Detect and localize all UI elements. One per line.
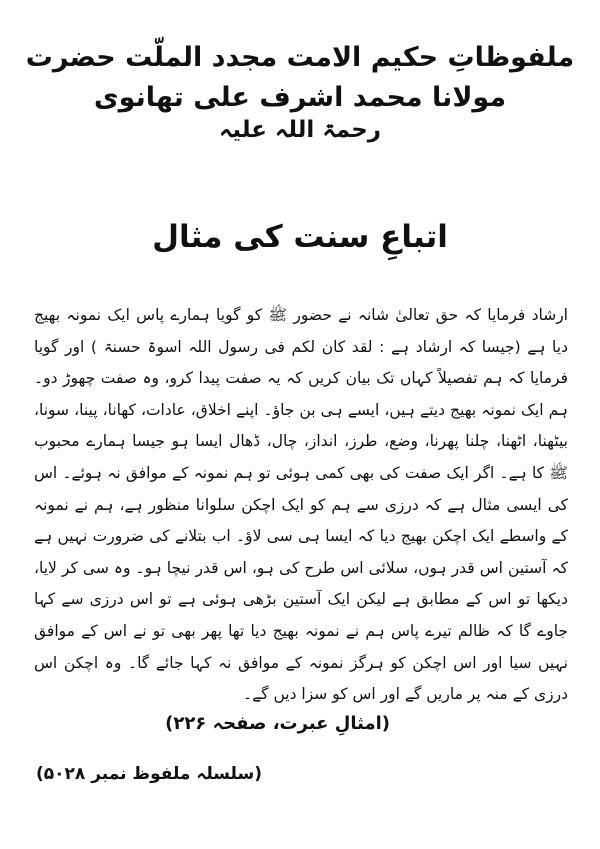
series-title: ملفوظاتِ حکیم الامت مجدد الملّت حضرت مولانا محمد اشرف علی تھانوی <box>25 42 575 113</box>
series-subtitle: رحمۃ اللہ علیہ <box>218 117 382 143</box>
series-number: (سلسلہ ملفوظ نمبر ۵۰۲۸) <box>36 764 262 784</box>
source-reference: (امثالِ عبرت، صفحہ ۲۲۶) <box>165 713 390 734</box>
body-paragraph: ارشاد فرمایا کہ حق تعالیٰ شانہ نے حضور ﷺ کو گویا ہمارے پاس ایک نمونہ بھیج دیا ہے (جیسا کہ ارشاد ہے : لقد کان لکم فی رسول اللہ اسوۃ حسنۃ ) اور گویا فرمایا کہ ہم تفصیلاً کہاں تک بیان کریں کہ یہ صفت پیدا کرو، وہ صفت چھوڑ دو۔ ہم ایک نمونہ بھیج دیتے ہیں، ایسے ہی بن جاؤ۔ اپنے اخلاق، عادات، کھانا، پینا، سونا، بیٹھنا، اٹھنا، چلنا پھرنا، وضع، طرز، انداز، چال، ڈھال ایسا ہو جیسا ہمارے محبوب ﷺ کا ہے۔ اگر ایک صفت کی بھی کمی ہوئی تو ہم نمونہ کے موافق نہ ہوئے۔ اس کی ایسی مثال ہے کہ درزی سے ہم کو ایک اچکن سلوانا منظور ہے، ہم نے نمونہ کے واسطے ایک اچکن بھیج دیا کہ ایسا ہی سی لاؤ۔ اب بتلانے کی ضرورت نہیں ہے کہ آستین اس قدر ہوں، سلائی اس طرح کی ہو، اس قدر نیچا ہو۔ وہ سی کر لایا، دیکھا تو اس کے مطابق ہے لیکن ایک آستین بڑھی ہوئی ہے تو اس درزی سے کہا جاوے گا کہ ظالم تیرے پاس ہم نے نمونہ بھیج دیا تھا پھر بھی تو نے اس کے موافق نہیں سیا اور اس اچکن کو ہرگز نمونہ کے موافق نہ کہا جائے گا۔ وہ اچکن اس درزی کے منہ پر ماریں گے اور اس کو سزا دیں گے۔ <box>34 306 568 704</box>
article-body <box>34 300 568 711</box>
article-heading: اتباعِ سنت کی مثال <box>152 219 448 255</box>
